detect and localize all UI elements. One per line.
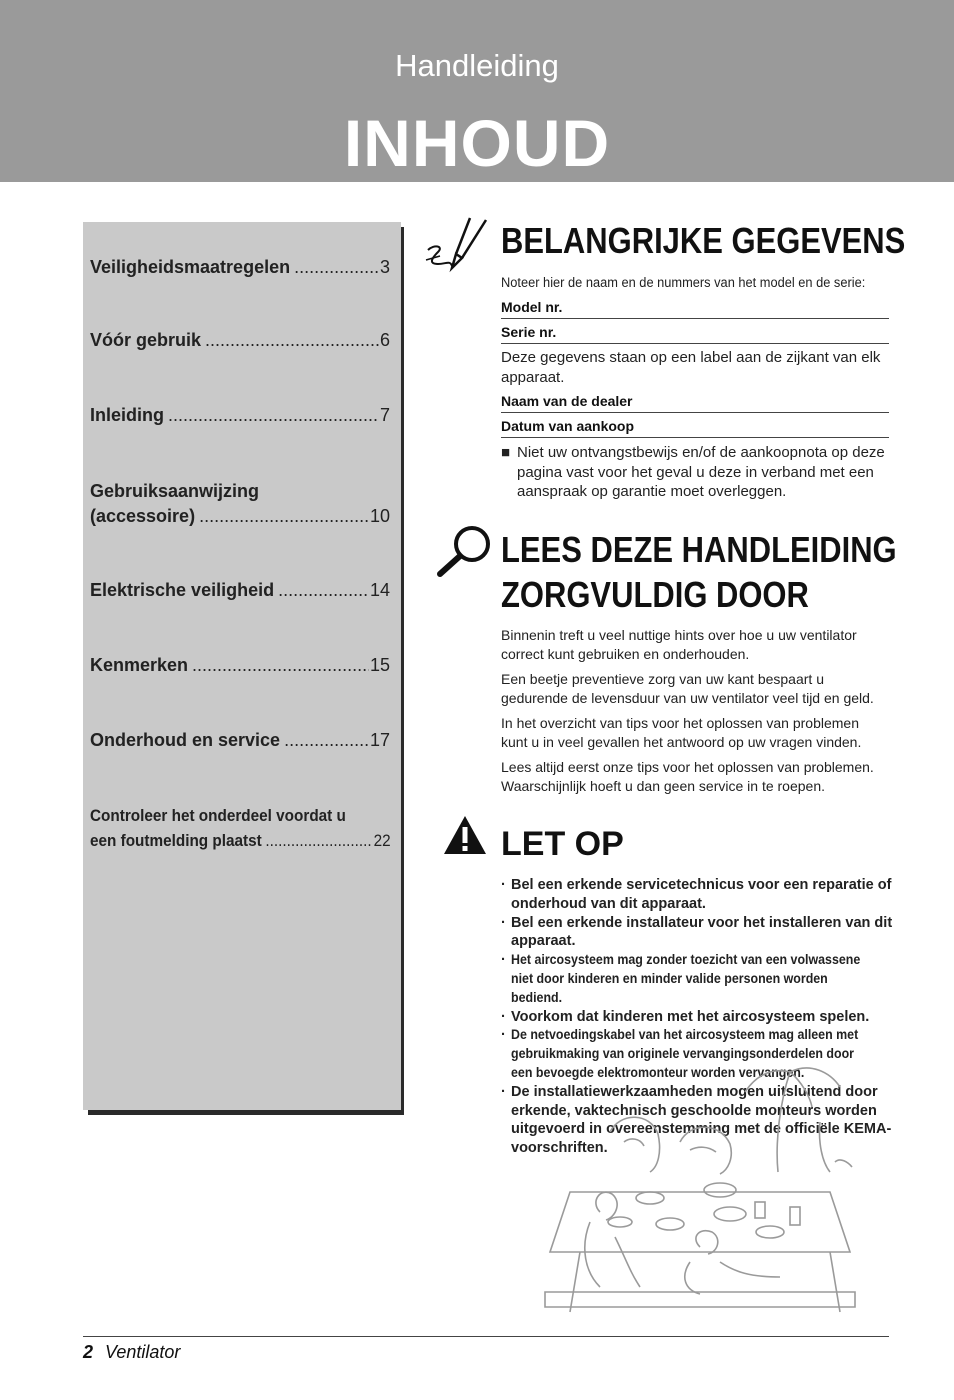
table-of-contents	[83, 222, 401, 1110]
section-title-belangrijk: BELANGRIJKE GEGEVENS	[501, 220, 906, 261]
toc-page: 22	[373, 831, 391, 850]
letop-item: · Bel een erkende servicetechnicus voor een reparatie of onderhoud van dit apparaat.	[501, 877, 892, 912]
magnifier-icon	[434, 524, 496, 580]
toc-page: 15	[369, 655, 390, 675]
label-note: Deze gegevens staan op een label aan de zijkant van elk apparaat.	[501, 349, 881, 386]
footer-divider	[83, 1336, 889, 1337]
page-header	[0, 0, 954, 182]
section-title-lees-2: ZORGVULDIG DOOR	[501, 574, 809, 615]
warning-icon	[442, 814, 488, 856]
belangrijk-note: ■ Niet uw ontvangstbewijs en/of de aankoopnota op deze pagina vast voor het geval u deze in verband met een aanspraak op garantie moet overleggen.	[501, 444, 885, 500]
letop-item: · De netvoedingskabel van het aircosysteem mag alleen met gebruikmaking van originele vervangingsonderdelen door een bevoegde elektromonteur worden vervangen.	[501, 1027, 859, 1080]
page-footer	[83, 1342, 180, 1363]
belangrijk-intro: Noteer hier de naam en de nummers van het model en de serie:	[501, 275, 866, 290]
picnic-illustration	[540, 1062, 860, 1332]
toc-item-veiligheid[interactable]: Veiligheidsmaatregelen ..... 3	[90, 255, 390, 280]
page-number: 2	[83, 1342, 94, 1362]
section-title-letop: LET OP	[501, 825, 624, 863]
lees-paragraph-1: Binnenin treft u veel nuttige hints over hoe u uw ventilator correct kunt gebruiken en onderhouden.	[501, 627, 857, 662]
letop-item: · Bel een erkende installateur voor het installeren van dit apparaat.	[501, 914, 893, 950]
header-title: INHOUD	[343, 106, 611, 180]
header-subtitle: Handleiding	[395, 48, 559, 83]
field-model-nr[interactable]: Model nr.	[501, 299, 889, 319]
field-datum-aankoop[interactable]: Datum van aankoop	[501, 418, 889, 438]
field-serie-nr[interactable]: Serie nr.	[501, 324, 889, 344]
toc-item-gebruiksaanwijzing[interactable]: Gebruiksaanwijzing (accessoire) ..... 10	[90, 479, 390, 529]
toc-item-controleer[interactable]: Controleer het onderdeel voordat u een foutmelding plaatst ..... 22	[90, 803, 391, 853]
toc-page: 10	[369, 506, 390, 526]
toc-item-inleiding[interactable]: Inleiding ..... 7	[90, 403, 390, 428]
letop-item: · Voorkom dat kinderen met het aircosysteem spelen.	[501, 1008, 870, 1025]
footer-text: Ventilator	[105, 1342, 181, 1362]
toc-item-elektrische-veiligheid[interactable]: Elektrische veiligheid ..... 14	[90, 578, 390, 603]
lees-paragraph-4: Lees altijd eerst onze tips voor het oplossen van problemen. Waarschijnlijk hoeft u dan geen service in te roepen.	[501, 759, 874, 794]
pen-icon	[422, 214, 492, 274]
toc-item-onderhoud[interactable]: Onderhoud en service ..... 17	[90, 728, 390, 753]
lees-paragraph-3: In het overzicht van tips voor het oplossen van problemen kunt u in veel gevallen het antwoord op uw vragen vinden.	[501, 715, 862, 750]
toc-item-kenmerken[interactable]: Kenmerken ..... 15	[90, 653, 390, 678]
lees-paragraph-2: Een beetje preventieve zorg van uw kant bespaart u gedurende de levensduur van uw ventilator veel tijd en geld.	[501, 671, 874, 706]
toc-page: 7	[379, 405, 390, 425]
bullet-square: ■	[501, 444, 511, 461]
letop-item: · Het aircosysteem mag zonder toezicht van een volwassene niet door kinderen en minder valide personen worden bediend.	[501, 952, 861, 1005]
field-dealer[interactable]: Naam van de dealer	[501, 393, 889, 413]
toc-page: 14	[369, 580, 390, 600]
letop-item: · De installatiewerkzaamheden mogen uitsluitend door erkende, vaktechnisch geschoolde monteurs worden uitgevoerd in overeenstemming met de officiële KEMA-voorschriften.	[501, 1083, 892, 1157]
toc-page: 6	[379, 330, 390, 350]
section-title-lees-1: LEES DEZE HANDLEIDING	[501, 529, 897, 570]
toc-page: 17	[369, 730, 390, 750]
toc-item-voor-gebruik[interactable]: Vóór gebruik ..... 6	[90, 328, 390, 353]
toc-page: 3	[379, 257, 390, 277]
